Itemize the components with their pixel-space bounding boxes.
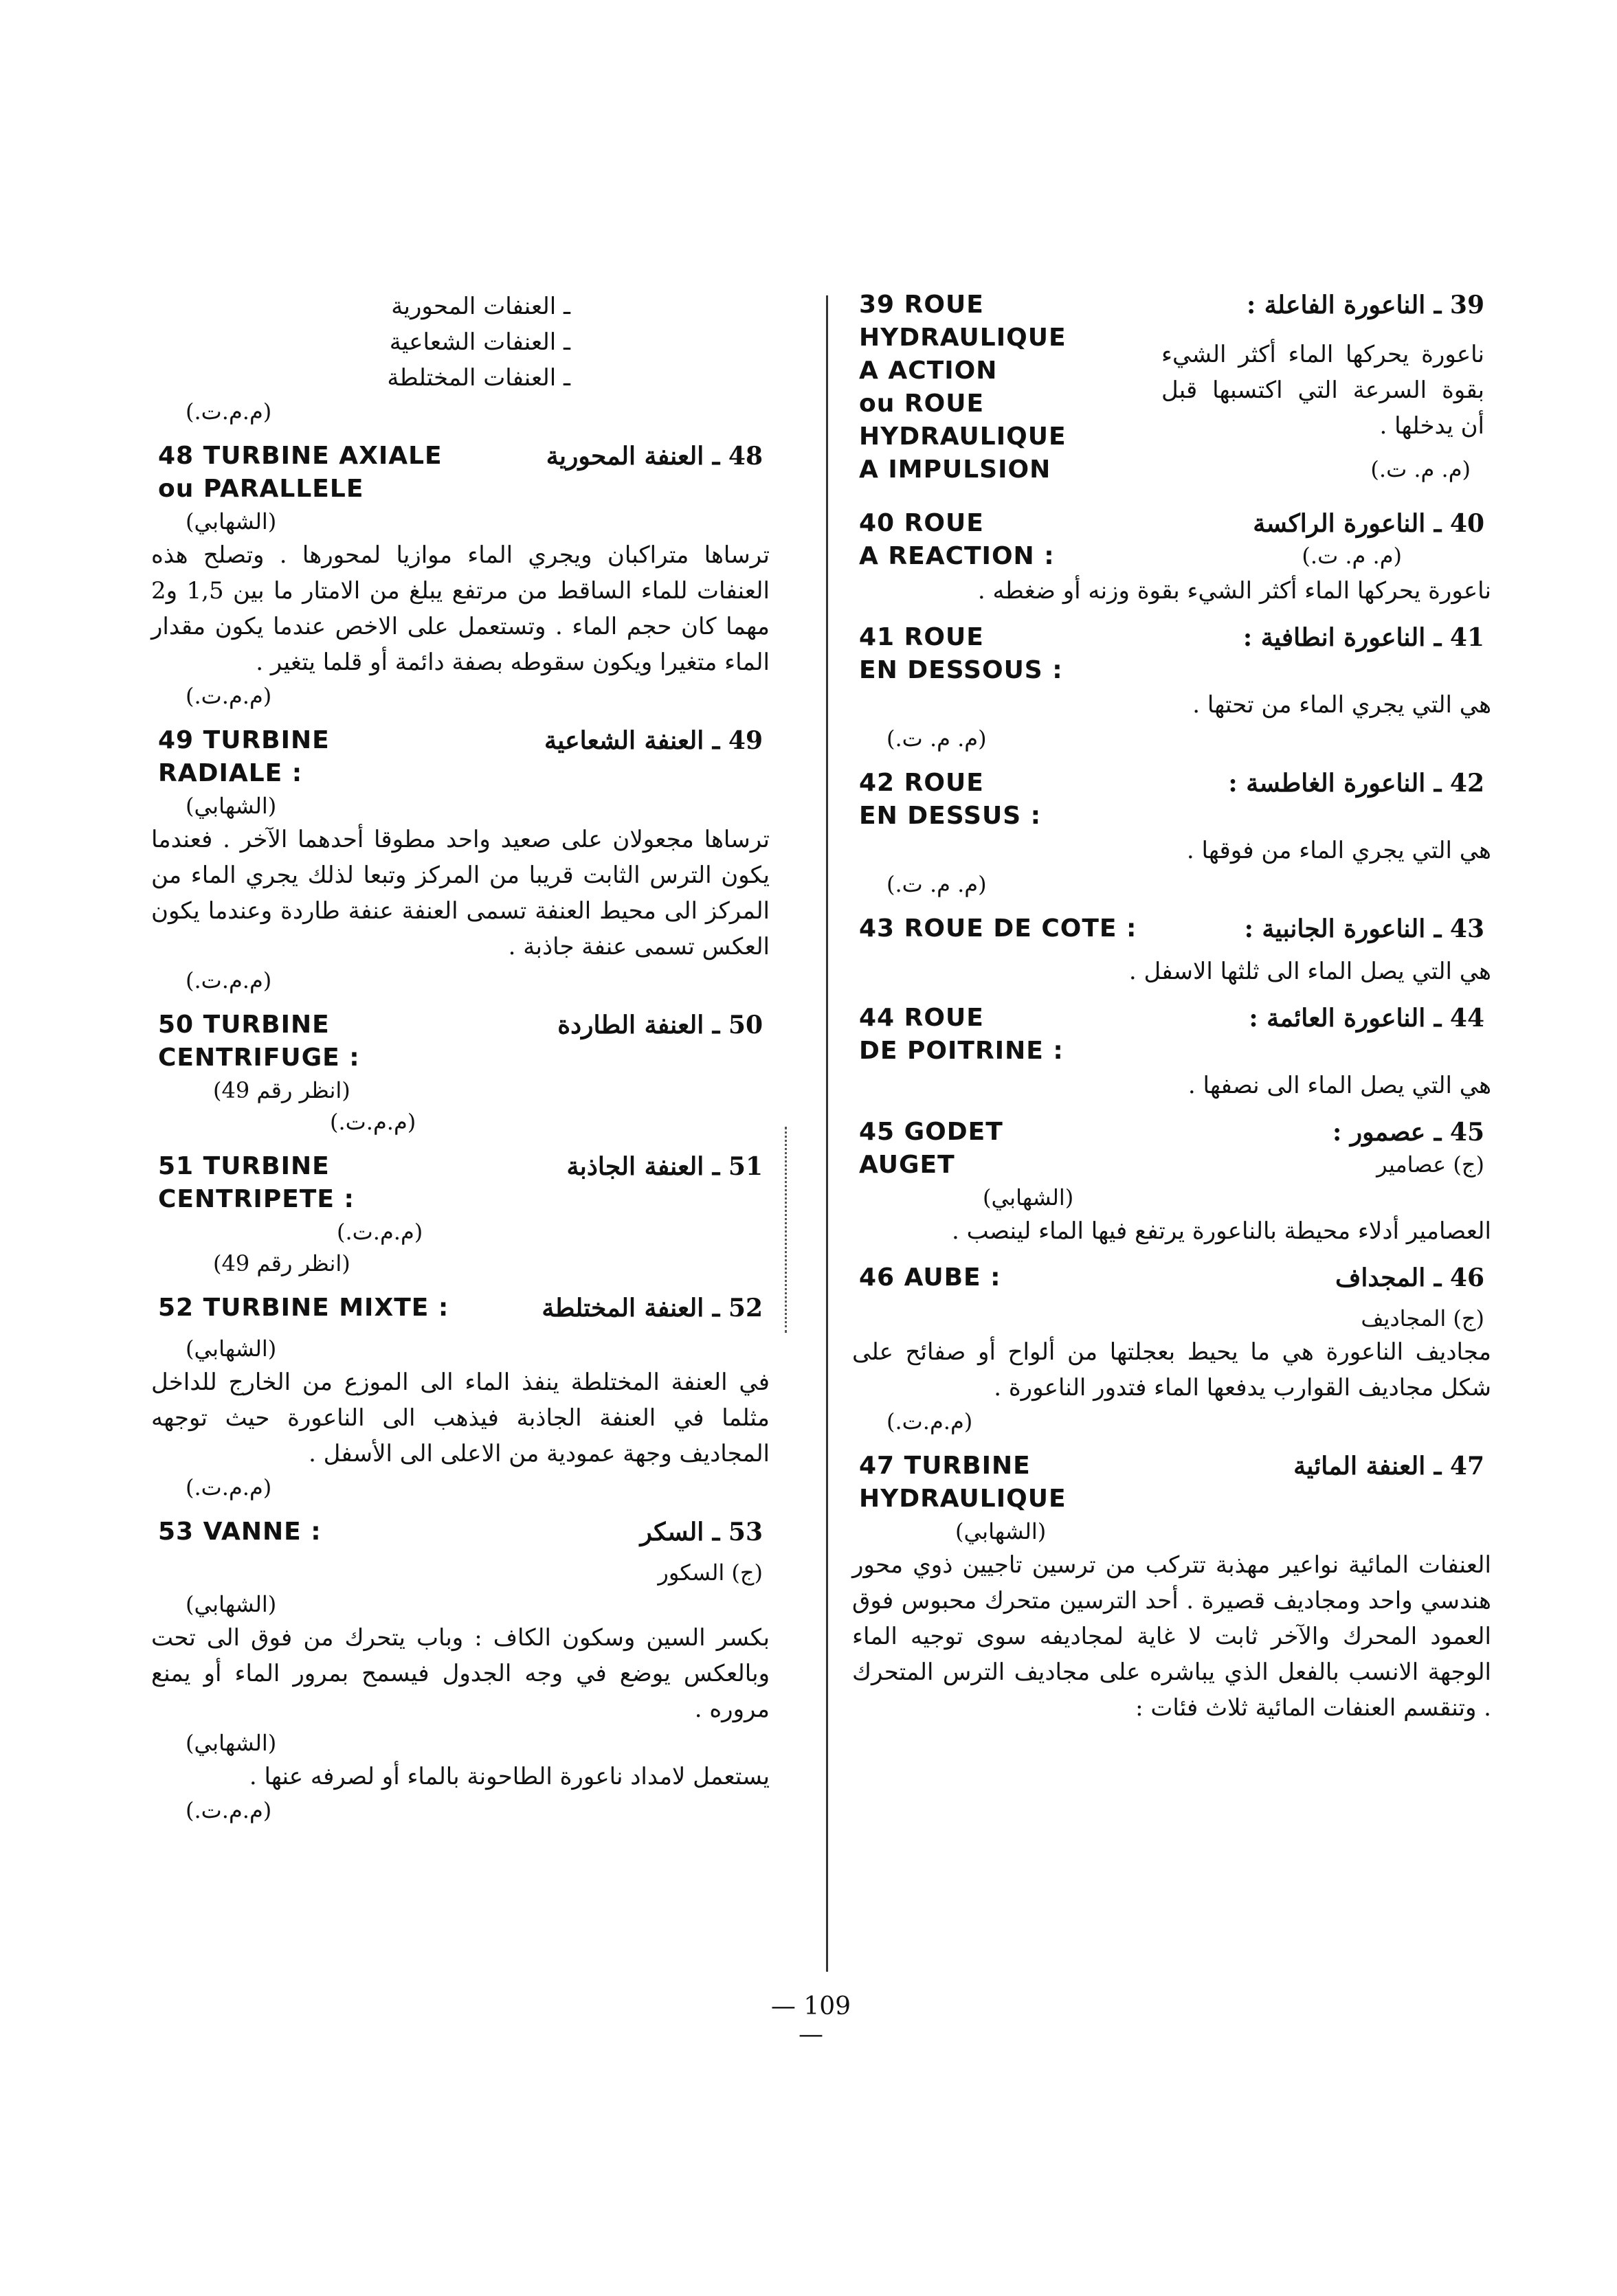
entry-41-reference: (م. م. ت.) [886,725,987,752]
entry-49-french-term: 49 TURBINE RADIALE : [158,726,330,787]
entry-50-cross-reference: (انظر رقم 49) [213,1077,350,1103]
entry-48-arabic-term: 48 ـ العنفة المحورية [546,442,763,471]
entry-53-source: (الشهابي) [186,1591,277,1617]
entry-53-usage: يستعمل لامداد ناعورة الطاحونة بالماء أو لصرفه عنها . [249,1763,770,1790]
entry-49-definition: ترساها مجعولان على صعيد واحد مطوقا أحدهما الآخر . فعندما يكون الترس الثابت قريبا من المركز وتبعا لذلك يجري الماء من المركز الى محيط العنفة تسمى العنفة عنفة طاردة وعندما يكون العكس تسمى عنفة جاذبة . [151,826,770,960]
entry-41 [845,621,1498,754]
entry-52-arabic-term: 52 ـ العنفة المختلطة [542,1294,763,1323]
entry-46-reference: (م.م.ت.) [886,1408,973,1434]
entry-46-definition: مجاديف الناعورة هي ما يحيط بعجلتها من ألواح أو صفائح على شكل مجاديف القوارب يدفعها الماء فتدور الناعورة . [852,1338,1491,1402]
entry-48-source: (الشهابي) [186,508,277,534]
entry-47-french-term: 47 TURBINE HYDRAULIQUE [859,1452,1067,1513]
entry-50-arabic-term: 50 ـ العنفة الطاردة [557,1011,763,1039]
entry-39 [845,289,1498,495]
entry-47-source: (الشهابي) [955,1518,1047,1544]
entry-45-source: (الشهابي) [983,1184,1074,1211]
entry-53-french-term: 53 VANNE : [158,1518,322,1546]
entry-52-definition: في العنفة المختلطة ينفذ الماء الى الموزع من الخارج للداخل مثلما في العنفة الجاذبة فيذهب الى الناعورة حيث توجهه المجاديف وجهة عمودية من الاعلى الى الأسفل . [151,1369,770,1467]
column-divider-dotted [785,1127,787,1333]
entry-45 [845,1116,1498,1249]
entry-43 [845,912,1498,989]
entry-42-arabic-term: 42 ـ الناعورة الغاطسة : [1228,769,1484,798]
entry-51-french-term: 51 TURBINE CENTRIPETE : [158,1152,355,1213]
entry-52-source: (الشهابي) [186,1336,277,1362]
right-column [845,289,1498,1738]
entry-43-arabic-term: 43 ـ الناعورة الجانبية : [1244,914,1484,943]
entry-48-definition: ترساها متراكبان ويجري الماء موازيا لمحورها . وتصلح هذه العنفات للماء الساقط من مرتفع يبلغ من الامتار ما بين 1,5 و2 مهما كان حجم الماء . وتستعمل على الاخص عندما يكون مقدار الماء متغيرا ويكون سقوطه بصفة دائمة أو قلما يتغير . [151,541,770,676]
entry-53-source-2: (الشهابي) [186,1730,277,1756]
entry-42-french-term: 42 ROUE EN DESSUS : [859,769,1042,830]
list-item: ـ العنفات المحورية [391,293,570,320]
entry-49-arabic-term: 49 ـ العنفة الشعاعية [544,726,763,755]
entry-45-definition: العصامير أدلاء محيطة بالناعورة يرتفع فيها الماء لينصب . [951,1217,1491,1245]
entry-51 [144,1150,777,1279]
entry-40 [845,507,1498,609]
turbine-categories-list [144,289,777,427]
left-column [144,289,777,1838]
entry-40-arabic-term: 40 ـ الناعورة الراكسة [1253,509,1484,538]
entry-49-reference: (م.م.ت.) [186,967,272,993]
entry-41-french-term: 41 ROUE EN DESSOUS : [859,623,1063,684]
entry-50-reference: (م.م.ت.) [330,1109,416,1135]
entry-40-definition: ناعورة يحركها الماء أكثر الشيء بقوة وزنه أو ضغطه . [977,577,1491,605]
entry-48-french-term: 48 TURBINE AXIALE ou PARALLELE [158,442,443,503]
entry-52-french-term: 52 TURBINE MIXTE : [158,1294,449,1322]
column-divider [826,295,828,1972]
entry-46-french-term: 46 AUBE : [859,1263,1001,1292]
entry-53-plural: (ج) السكور [658,1560,763,1586]
entry-50-french-term: 50 TURBINE CENTRIFUGE : [158,1011,360,1072]
entry-44-french-term: 44 ROUE DE POITRINE : [859,1004,1064,1065]
page-number: — 109 — [770,1992,851,2049]
entry-44-arabic-term: 44 ـ الناعورة العائمة : [1249,1004,1484,1033]
entry-47 [845,1450,1498,1726]
entry-43-french-term: 43 ROUE DE COTE : [859,914,1137,943]
list-item: ـ العنفات المختلطة [387,364,570,392]
entry-48-reference: (م.م.ت.) [186,683,272,709]
entry-52 [144,1292,777,1503]
entry-46 [845,1261,1498,1437]
entry-46-arabic-term: 46 ـ المجداف [1335,1263,1484,1292]
entry-41-arabic-term: 41 ـ الناعورة انطافية : [1242,623,1484,652]
entry-39-french-term: 39 ROUE HYDRAULIQUE A ACTION ou ROUE HYDRAULIQUE A IMPULSION [859,291,1067,484]
list-reference: (م.م.ت.) [186,398,272,425]
entry-49 [144,724,777,996]
entry-44 [845,1002,1498,1103]
list-item: ـ العنفات الشعاعية [389,328,570,356]
entry-45-plural: (ج) عصامير [1376,1151,1484,1178]
entry-51-reference: (م.م.ت.) [337,1219,423,1245]
entry-53-definition: بكسر السين وسكون الكاف : وباب يتحرك من فوق الى تحت وبالعكس يوضع في وجه الجدول فيسمح بمرور الماء أو يمنع مروره . [151,1624,770,1723]
entry-39-definition: ناعورة يحركها الماء أكثر الشيء بقوة السرعة التي اكتسبها قبل أن يدخلها . [1161,341,1484,440]
entry-49-source: (الشهابي) [186,793,277,819]
entry-51-arabic-term: 51 ـ العنفة الجاذبة [566,1152,763,1181]
entry-45-arabic-term: 45 ـ عصمور : [1332,1118,1484,1147]
entry-39-reference: (م. م. ت.) [1370,456,1471,482]
entry-41-definition: هي التي يجري الماء من تحتها . [1192,691,1491,719]
entry-40-french-term: 40 ROUE A REACTION : [859,509,1055,570]
entry-51-cross-reference: (انظر رقم 49) [213,1250,350,1276]
entry-44-definition: هي التي يصل الماء الى نصفها . [1187,1072,1491,1099]
entry-45-french-term: 45 GODET AUGET [859,1118,1003,1179]
entry-42-reference: (م. م. ت.) [886,871,987,897]
entry-52-reference: (م.م.ت.) [186,1474,272,1500]
entry-53 [144,1516,777,1826]
entry-53-arabic-term: 53 ـ السكر [640,1518,763,1546]
entry-47-definition: العنفات المائية نواعير مهذبة تتركب من ترسين تاجيين ذوي محور هندسي واحد ومجاديف قصيرة . أحد الترسين متحرك محبوس فوق العمود المحرك والآخر ثابت لا غاية لمجاديفه سوى توجيه الماء الوجهة الانسب بالفعل الذي يباشره على مجاديف الترس المتحرك . وتنقسم العنفات المائية ثلاث فئات : [852,1551,1491,1722]
entry-47-arabic-term: 47 ـ العنفة المائية [1293,1452,1484,1481]
entry-42-definition: هي التي يجري الماء من فوقها . [1186,837,1491,864]
entry-43-definition: هي التي يصل الماء الى ثلثها الاسفل . [1128,958,1491,985]
entry-40-reference: (م. م. ت.) [1302,543,1402,569]
entry-42 [845,767,1498,900]
entry-39-arabic-term: 39 ـ الناعورة الفاعلة : [1246,291,1484,319]
entry-48 [144,440,777,712]
entry-46-plural: (ج) المجاديف [1361,1305,1484,1331]
entry-53-reference: (م.م.ت.) [186,1797,272,1823]
entry-50 [144,1009,777,1138]
